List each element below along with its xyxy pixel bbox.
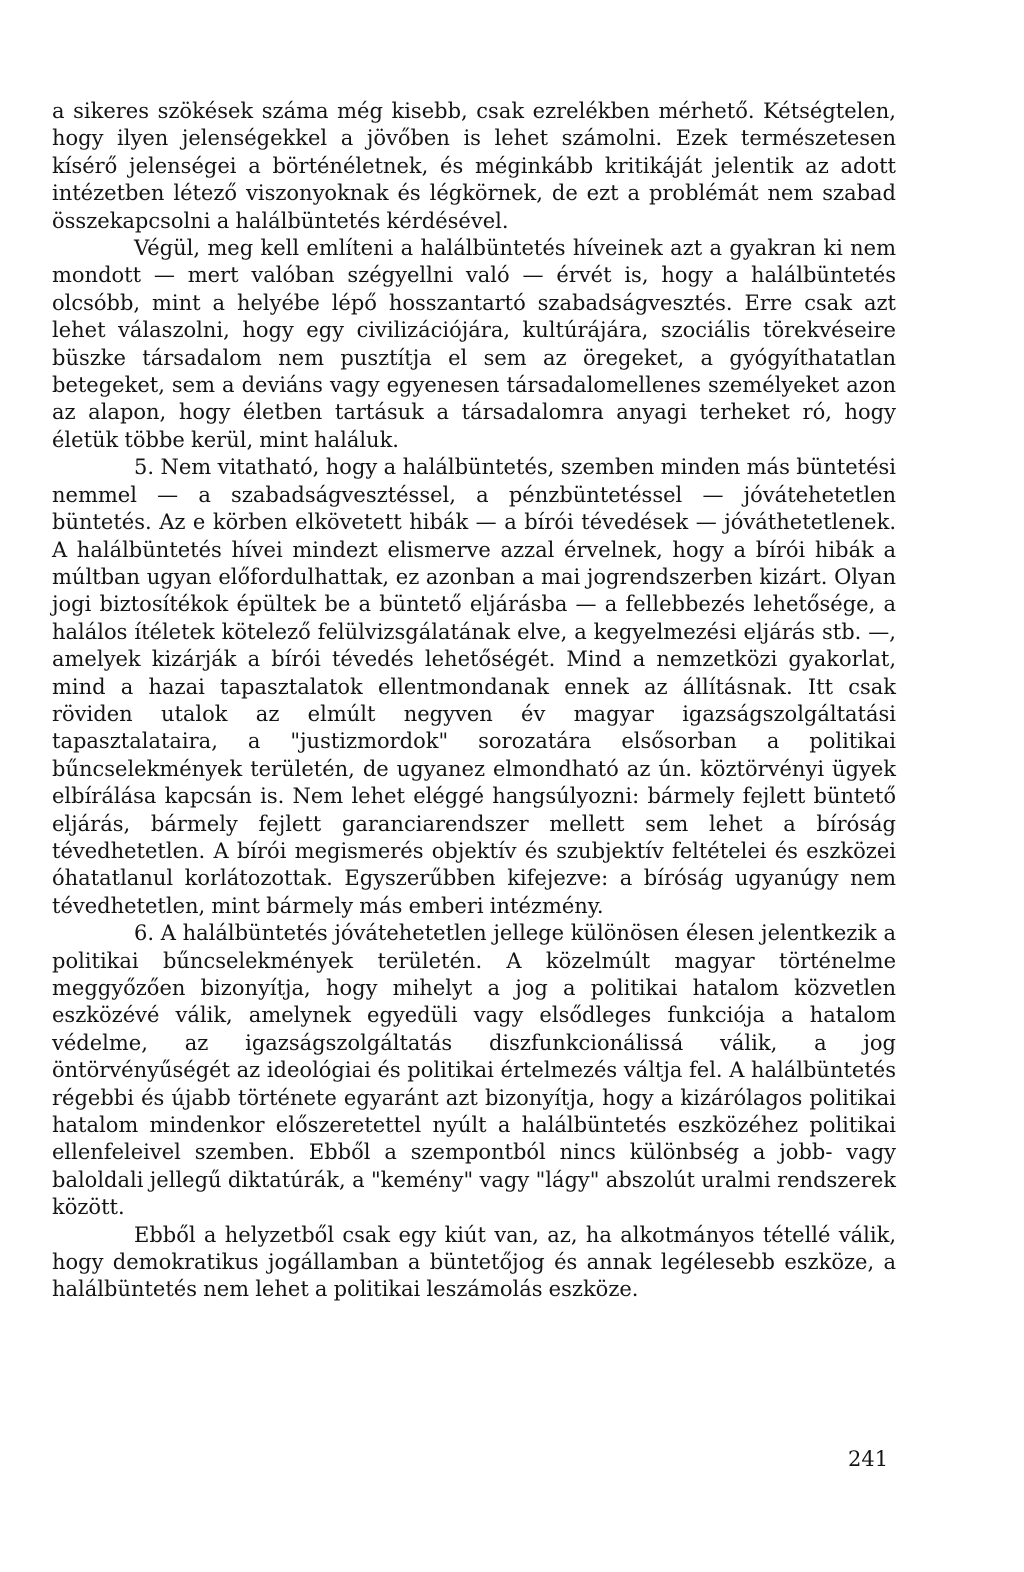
paragraph-point-5: 5. Nem vitatható, hogy a halálbüntetés, szemben minden más büntetési nemmel — a szabadságvesztéssel, a pénzbüntetéssel — jóvátehetetlen büntetés. Az e körben elkövetett hibák — a bírói tévedések — jóváthetetlenek. A halálbüntetés hívei mindezt elismerve azzal érvelnek, hogy a bírói hibák a múltban ugyan előfordulhattak, ez azonban a mai jogrendszerben kizárt. Olyan jogi biztosítékok épültek be a büntető eljárásba — a fellebbezés lehetősége, a halálos ítéletek kötelező felülvizsgálatának elve, a kegyelmezési eljárás stb. —, amelyek kizárják a bírói tévedés lehetőségét. Mind a nemzetközi gyakorlat, mind a hazai tapasztalatok ellentmondanak ennek az állításnak. Itt csak röviden utalok az elmúlt negyven év magyar igazságszolgáltatási tapasztalataira, a "justizmordok" sorozatára elsősorban a politikai bűncselekmények területén, de ugyanez elmondható az ún. köztörvényi ügyek elbírálása kapcsán is. Nem lehet eléggé hangsúlyozni: bármely fejlett büntető eljárás, bármely fejlett garanciarendszer mellett sem lehet a bíróság tévedhetetlen. A bírói megismerés objektív és szubjektív feltételei és eszközei óhatatlanul korlátozottak. Egyszerűbben kifejezve: a bíróság ugyanúgy nem tévedhetetlen, mint bármely más emberi intézmény. xyxy=(52,455,896,918)
page-number: 241 xyxy=(848,1447,889,1471)
paragraph-conclusion: Ebből a helyzetből csak egy kiút van, az, ha alkotmányos tétellé válik, hogy demokratikus jogállamban a büntetőjog és annak legélesebb eszköze, a halálbüntetés nem lehet a politikai leszámolás eszköze. xyxy=(52,1222,896,1302)
paragraph-point-6: 6. A halálbüntetés jóvátehetetlen jellege különösen élesen jelentkezik a politikai bűncselekmények területén. A közelmúlt magyar történelme meggyőzően bizonyítja, hogy mihelyt a jog a politikai hatalom közvetlen eszközévé válik, amelynek egyedüli vagy elsődleges funkciója a hatalom védelme, az igazságszolgáltatás diszfunkcionálissá válik, a jog öntörvényűségét az ideológiai és politikai értelmezés váltja fel. A halálbüntetés régebbi és újabb története egyaránt azt bizonyítja, hogy a kizárólagos politikai hatalom mindenkor előszeretettel nyúlt a halálbüntetés eszközéhez politikai ellenfeleivel szemben. Ebből a szempontból nincs különbség a jobb- vagy baloldali jellegű diktatúrák, a "kemény" vagy "lágy" abszolút uralmi rendszerek között. xyxy=(52,921,896,1220)
paragraph-cost-argument: Végül, meg kell említeni a halálbüntetés híveinek azt a gyakran ki nem mondott — mert valóban szégyellni való — érvét is, hogy a halálbüntetés olcsóbb, mint a helyébe lépő hosszantartó szabadságvesztés. Erre csak azt lehet válaszolni, hogy egy civilizációjára, kultúrájára, szociális törekvéseire büszke társadalom nem pusztítja el sem az öregeket, a gyógyíthatatlan betegeket, sem a deviáns vagy egyenesen társadalomellenes személyeket azon az alapon, hogy életben tartásuk a társadalomra anyagi terheket ró, hogy életük többe kerül, mint haláluk. xyxy=(52,236,896,452)
page-body xyxy=(52,98,896,1304)
paragraph-continuation: a sikeres szökések száma még kisebb, csak ezrelékben mérhető. Kétségtelen, hogy ilyen jelenségekkel a jövőben is lehet számolni. Ezek természetesen kísérő jelenségei a börténéletnek, és méginkább kritikáját jelentik az adott intézetben létező viszonyoknak és légkörnek, de ezt a problémát nem szabad összekapcsolni a halálbüntetés kérdésével. xyxy=(52,99,896,233)
